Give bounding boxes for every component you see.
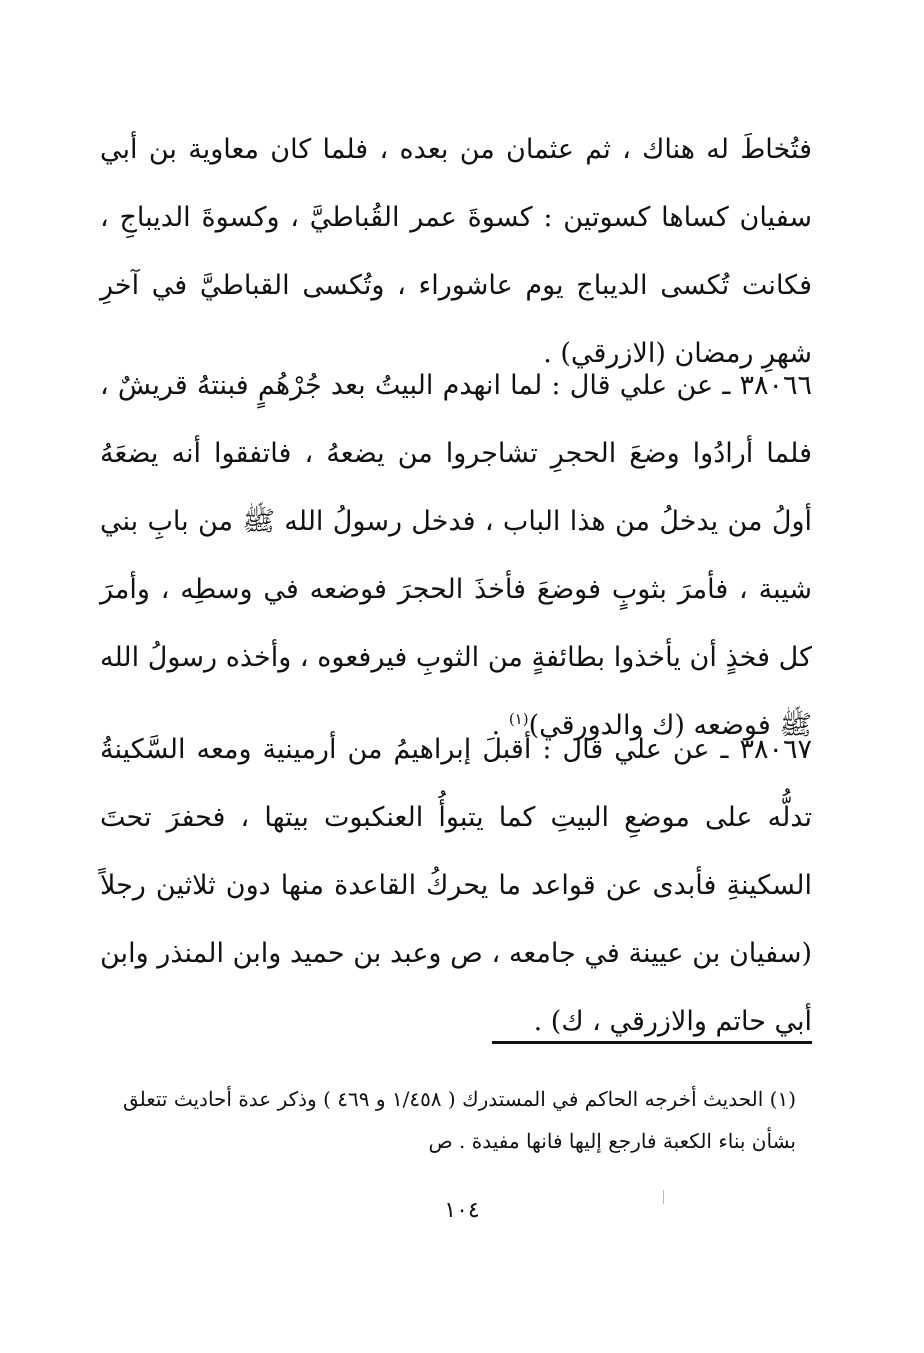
footnote xyxy=(106,1078,796,1162)
footnote-reference: (١) xyxy=(508,710,529,728)
hadith-text: ـ عن علي قال : لما انهدم البيتُ بعد جُرْهُمٍ فبنتهُ قريشٌ ، فلما أرادُوا وضعَ الحجرِ تشاجروا من يضعهُ ، فاتفقوا أنه يضعَهُ أولُ من يدخلُ من هذا الباب ، فدخل رسولُ الله ﷺ من بابِ بني شيبة ، فأمرَ بثوبٍ فوضعَ فأخذَ الحجرَ فوضعه في وسطِه ، وأمرَ كل فخذٍ أن يأخذوا بطائفةٍ من الثوبِ فيرفعوه ، وأخذه رسولُ الله ﷺ فوضعه (ك والدورقي) xyxy=(100,370,812,741)
hadith-number: ٣٨٠٦٧ xyxy=(739,734,812,765)
footnote-marker: (١) xyxy=(769,1087,796,1111)
scan-mark xyxy=(663,1190,664,1204)
paragraph-text: فتُخاطَ له هناك ، ثم عثمان من بعده ، فلما كان معاوية بن أبي سفيان كساها كسوتين : كسوةَ عمر القُباطيَّ ، وكسوةَ الديباجِ ، فكانت تُكسى الديباج يوم عاشوراء ، وتُكسى القباطيَّ في آخرِ شهرِ رمضان (الازرقي) . xyxy=(100,134,812,369)
page-number: ١٠٤ xyxy=(444,1198,480,1223)
hadith-end: . xyxy=(491,710,509,741)
hadith-38066 xyxy=(100,352,812,760)
footnote-text: الحديث أخرجه الحاكم في المستدرك ( ١/٤٥٨ و ٤٦٩ ) وذكر عدة أحاديث تتعلق بشأن بناء الكعبة فارجع إليها فانها مفيدة . ص xyxy=(122,1087,796,1153)
hadith-number: ٣٨٠٦٦ xyxy=(739,370,812,401)
hadith-text: ـ عن علي قال : أقبلَ إبراهيمُ من أرمينية ومعه السَّكينةُ تدلُّه على موضعِ البيتِ كما يتبوأُ العنكبوت بيتها ، فحفرَ تحتَ السكينةِ فأبدى عن قواعد ما يحركُ القاعدة منها دون ثلاثين رجلاً (سفيان بن عيينة في جامعه ، ص وعبد بن حميد وابن المنذر وابن أبي حاتم والازرقي ، ك) . xyxy=(100,734,812,1037)
paragraph-continued xyxy=(100,116,812,388)
footnote-divider xyxy=(492,1041,812,1044)
hadith-38067 xyxy=(100,716,812,1056)
